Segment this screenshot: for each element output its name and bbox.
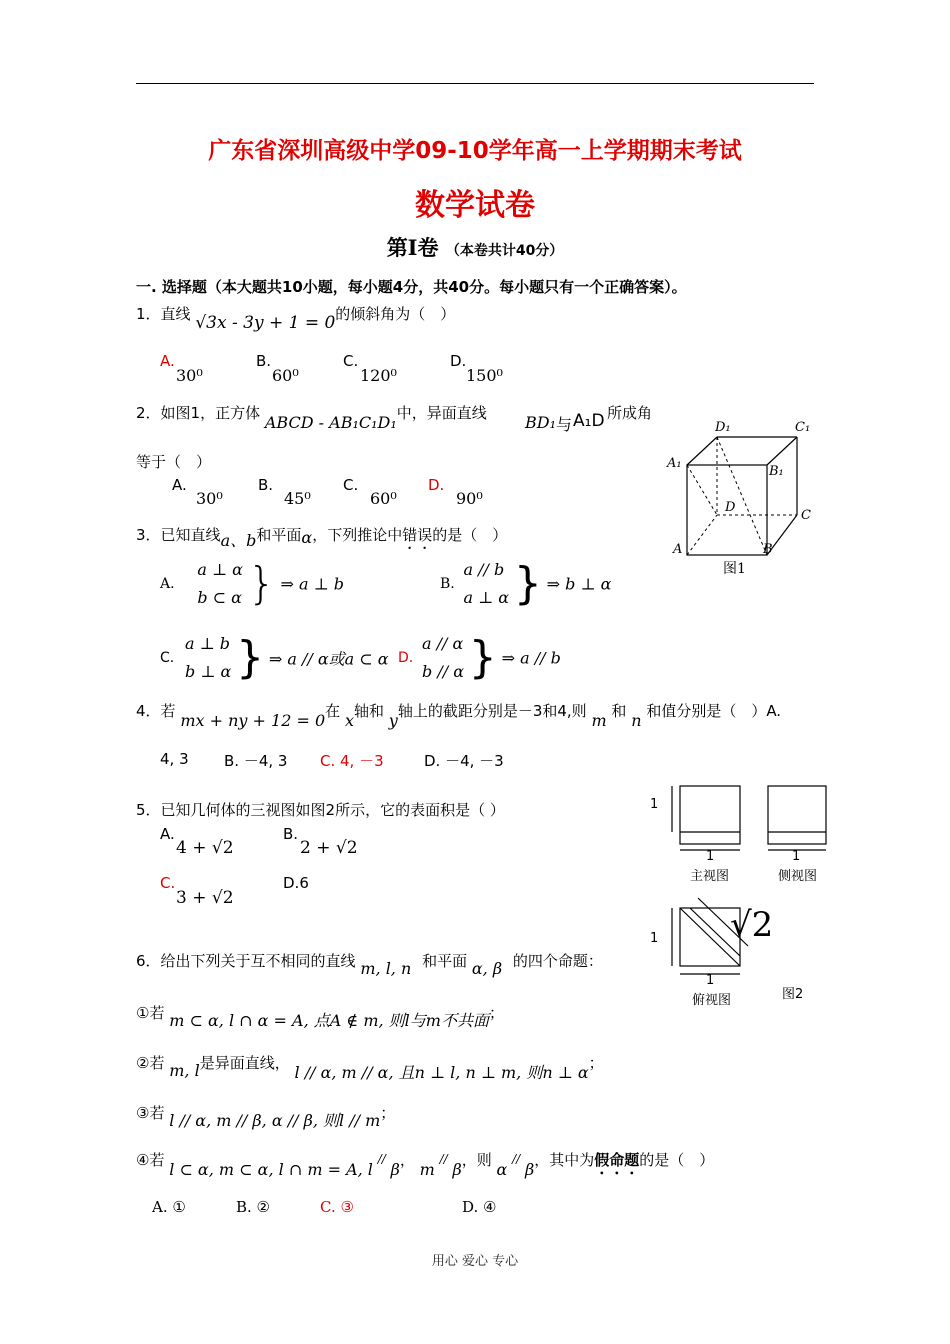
q2-line-a1d: A₁D	[573, 411, 605, 431]
q3-d-brace: }	[468, 632, 497, 683]
q2-option-d: 90⁰	[456, 489, 483, 508]
q3-d-line2: b // α	[422, 662, 465, 681]
p4-tail-a: ，其中为	[534, 1151, 595, 1169]
p3-end: ；	[380, 1104, 396, 1122]
q6-post: 的四个命题：	[512, 952, 603, 970]
q6-option-a: A. ①	[152, 1198, 186, 1216]
q1-number: 1．	[136, 305, 161, 323]
q4-option-b: B. －4, 3	[224, 752, 288, 770]
q1-pre: 直线	[160, 305, 191, 323]
q3-mid: 和平面	[256, 526, 302, 544]
q3-c-line2: b ⊥ α	[185, 662, 232, 681]
q1-option-a-label: A.	[160, 352, 175, 370]
q3-plane: α	[301, 528, 313, 547]
q6-planes: α, β	[471, 959, 503, 978]
q4-option-c: C. 4, －3	[320, 752, 384, 770]
p4-then: ，则	[461, 1151, 492, 1169]
p2-mid: 是异面直线，	[199, 1054, 290, 1072]
label-d1: D₁	[715, 420, 731, 435]
cube-edge-b1c1	[767, 437, 797, 465]
q3-a-line1: a ⊥ α	[197, 560, 243, 579]
side-view-square	[768, 786, 826, 844]
p1-mark: ①若	[136, 1004, 165, 1022]
q5-option-d: D.6	[283, 874, 309, 892]
q5-option-b-label: B.	[283, 825, 299, 843]
q1-option-b-label: B.	[256, 352, 272, 370]
front-view-caption: 主视图	[690, 869, 730, 884]
cube-diag-a1d	[687, 465, 717, 515]
q3-option-a	[160, 556, 344, 612]
exam-subtitle: 数学试卷	[415, 188, 535, 223]
q2-option-c: 60⁰	[370, 489, 397, 508]
side-view-caption: 侧视图	[778, 869, 818, 884]
q2-option-b: 45⁰	[284, 489, 311, 508]
p4-par1: //	[377, 1152, 386, 1166]
q5-option-c-label: C.	[160, 874, 176, 892]
figure-1-caption: 图1	[723, 561, 746, 577]
q5-number: 5．	[136, 801, 161, 819]
cube-diag-bd1	[717, 437, 767, 555]
q3-option-c-label: C.	[160, 650, 175, 666]
q4-m: m	[591, 711, 607, 730]
q2-option-a-label: A.	[172, 476, 187, 494]
q2-option-b-label: B.	[258, 476, 274, 494]
section-heading: 一. 选择题（本大题共10小题，每小题4分，共40分。每小题只有一个正确答案）。	[136, 278, 687, 296]
volume-note: （本卷共计40分）	[445, 243, 564, 259]
q5-option-c: 3 + √2	[176, 888, 234, 908]
label-c: C	[801, 508, 811, 523]
q2-with: 与	[556, 415, 573, 434]
label-d: D	[725, 500, 736, 515]
q4-pre: 若	[160, 702, 176, 720]
q3-a-line2: b ⊂ α	[197, 588, 242, 607]
q1-option-a: 30⁰	[176, 366, 203, 385]
q4-and: 轴和	[353, 702, 384, 720]
q3-option-b	[440, 556, 611, 612]
p4-b1: β	[390, 1160, 400, 1179]
p4-b3: β	[524, 1160, 535, 1179]
p4-m2: m	[419, 1160, 435, 1179]
q4-number: 4．	[136, 702, 161, 720]
dim-sqrt2: √2	[730, 905, 774, 945]
q3-option-d	[398, 630, 561, 686]
q3-a-result: ⇒ a ⊥ b	[280, 574, 344, 594]
q3-b-result: ⇒ b ⊥ α	[546, 574, 612, 594]
figure-2-views	[642, 780, 832, 1010]
p4-expr: l ⊂ α, m ⊂ α, l ∩ m = A, l	[169, 1160, 373, 1179]
q3-a-brace: }	[247, 558, 276, 609]
dim-1-top-height: 1	[650, 931, 659, 946]
q3-c-result: ⇒ a // α或a ⊂ α	[268, 649, 389, 669]
q6-mid: 和平面	[422, 952, 468, 970]
q3-pre: 已知直线	[160, 526, 221, 544]
q3-option-b-label: B.	[440, 576, 455, 592]
q4-option-d: D. －4, －3	[424, 752, 504, 770]
q1-post: 的倾斜角为（ ）	[335, 305, 456, 323]
q3-option-c	[160, 630, 389, 686]
q2-cube: ABCD - AB₁C₁D₁	[264, 413, 397, 432]
p3-expr: l // α, m // β, α // β, 则l // m	[169, 1111, 381, 1130]
q4-equation: mx + ny + 12 = 0	[180, 711, 326, 730]
q3-option-d-premises	[422, 630, 464, 686]
figure-1-cube	[665, 415, 825, 585]
q3-option-c-premises	[185, 630, 231, 686]
q3-b-brace: }	[513, 558, 542, 609]
page-footer: 用心 爱心 专心	[431, 1254, 519, 1269]
q2-post2: 等于（ ）	[136, 453, 212, 471]
q1-option-d-label: D.	[450, 352, 467, 370]
q2-post: 所成角	[607, 404, 653, 422]
p1-end: ；	[488, 1004, 504, 1022]
proposition-4	[136, 1149, 714, 1178]
q3-d-result: ⇒ a // b	[501, 648, 561, 668]
q3-b-line1: a // b	[463, 560, 505, 579]
q6-option-d: D. ④	[462, 1198, 497, 1216]
q3-option-a-label: A.	[160, 576, 175, 592]
q4-in: 在	[325, 702, 341, 720]
q3-c-brace: }	[236, 632, 265, 683]
q3-vars: a、b	[220, 531, 257, 550]
exam-title: 广东省深圳高级中学09-10学年高一上学期期末考试	[208, 138, 742, 164]
q1-option-c: 120⁰	[360, 366, 397, 385]
header-rule	[136, 83, 814, 84]
q6-lines: m, l, n	[360, 959, 412, 978]
p1-expr: m ⊂ α, l ∩ α = A, 点A ∉ m, 则l与m不共面	[169, 1011, 489, 1030]
q2-mid: 中，异面直线	[396, 404, 487, 422]
question-6	[136, 950, 603, 978]
q4-option-a: 4, 3	[160, 750, 189, 768]
volume-heading	[0, 232, 950, 262]
p3-mark: ③若	[136, 1104, 165, 1122]
volume-title: 第Ⅰ卷	[386, 235, 439, 260]
dim-1-side-width: 1	[792, 849, 801, 864]
p2-mark: ②若	[136, 1054, 165, 1072]
proposition-1	[136, 1000, 504, 1030]
p4-tail-c: 的是（ ）	[639, 1151, 715, 1169]
label-a: A	[673, 542, 683, 557]
q6-number: 6．	[136, 952, 161, 970]
question-1	[136, 303, 456, 333]
label-a1: A₁	[667, 456, 682, 471]
q5-option-a-label: A.	[160, 825, 175, 843]
q3-post-b: 错误	[402, 526, 433, 544]
q1-equation: √3x - 3y + 1 = 0	[195, 313, 336, 333]
question-3	[136, 522, 507, 553]
proposition-2	[136, 1050, 604, 1082]
p4-a3: α	[496, 1160, 508, 1179]
q3-c-line1: a ⊥ b	[185, 634, 231, 653]
q2-option-c-label: C.	[343, 476, 359, 494]
q3-option-b-premises	[464, 556, 510, 612]
label-b: B	[763, 542, 773, 557]
p2-expr2: l // α, m // α, 且n ⊥ l, n ⊥ m, 则n ⊥ α	[294, 1063, 589, 1082]
question-2	[136, 402, 487, 432]
q3-option-a-premises	[197, 556, 243, 612]
q3-d-line1: a // α	[422, 634, 464, 653]
cube-edge-a1d1	[687, 437, 717, 465]
q5-text: 已知几何体的三视图如图2所示，它的表面积是（ ）	[160, 801, 505, 819]
q3-option-d-label: D.	[398, 650, 414, 666]
p4-b2: β	[452, 1160, 462, 1179]
q2-pre: 如图1，正方体	[160, 404, 261, 422]
dim-1-front-height: 1	[650, 797, 659, 812]
q3-post-a: ，下列推论中	[312, 526, 403, 544]
q6-option-b: B. ②	[236, 1198, 271, 1216]
q3-post-c: 的是（ ）	[432, 526, 508, 544]
p4-c1: ，	[399, 1151, 415, 1169]
q3-b-line2: a ⊥ α	[463, 588, 510, 607]
p4-tail-b: 假命题	[594, 1151, 640, 1169]
p4-par2: //	[439, 1152, 448, 1166]
q1-option-b: 60⁰	[272, 366, 299, 385]
q1-option-d: 150⁰	[466, 366, 503, 385]
q4-post: 轴上的截距分别是－3和4,则	[397, 702, 587, 720]
q5-option-a: 4 + √2	[176, 838, 234, 858]
q2-option-a: 30⁰	[196, 489, 223, 508]
q4-x: x	[344, 711, 354, 730]
question-4	[136, 700, 782, 730]
q4-y: y	[388, 711, 398, 730]
label-c1: C₁	[795, 420, 811, 435]
p2-end: ；	[588, 1054, 604, 1072]
label-b1: B₁	[769, 464, 784, 479]
front-view-square	[680, 786, 740, 844]
proposition-3	[136, 1100, 396, 1130]
q2-option-d-label: D.	[428, 476, 445, 494]
q2-line-bd1: BD₁	[525, 413, 556, 432]
q4-post2: 和值分别是（ ）A.	[646, 702, 782, 720]
top-view-caption: 俯视图	[692, 993, 732, 1008]
q4-and2: 和	[611, 702, 627, 720]
q1-option-c-label: C.	[343, 352, 359, 370]
dim-1-front-width: 1	[706, 849, 715, 864]
q3-number: 3．	[136, 526, 161, 544]
q6-option-c: C. ③	[320, 1198, 354, 1216]
figure-2-caption: 图2	[782, 987, 804, 1002]
q2-number: 2．	[136, 404, 161, 422]
q5-option-b: 2 + √2	[300, 838, 358, 858]
p4-mark: ④若	[136, 1151, 165, 1169]
question-5	[136, 799, 505, 820]
q4-n: n	[631, 711, 642, 730]
p2-expr1: m, l	[169, 1061, 200, 1080]
p4-par3: //	[512, 1152, 521, 1166]
dim-1-top-width: 1	[706, 973, 715, 988]
cube-hidden-ad	[687, 515, 717, 555]
q6-pre: 给出下列关于互不相同的直线	[160, 952, 356, 970]
